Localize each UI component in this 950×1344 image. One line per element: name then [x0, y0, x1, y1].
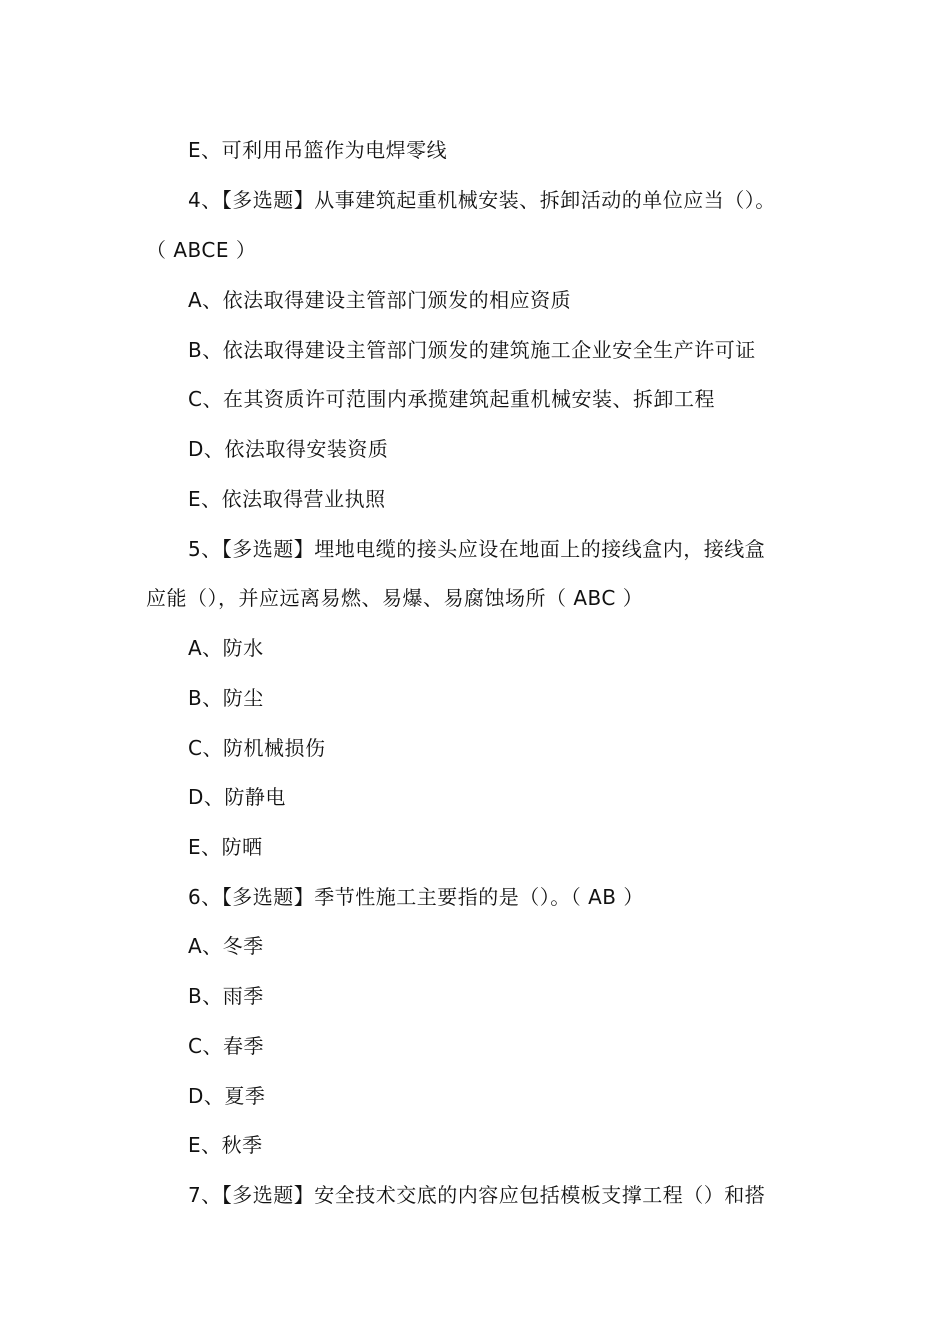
option-text: C、在其资质许可范围内承揽建筑起重机械安装、拆卸工程: [188, 387, 715, 411]
option-text: A、防水: [188, 636, 264, 660]
option-text: B、防尘: [188, 686, 264, 710]
option-text: E、可利用吊篮作为电焊零线: [188, 138, 448, 162]
question-text: 5、【多选题】埋地电缆的接头应设在地面上的接线盒内，接线盒: [188, 537, 766, 561]
option-text: A、依法取得建设主管部门颁发的相应资质: [188, 288, 572, 312]
option-text: D、依法取得安装资质: [188, 437, 389, 461]
option-text: D、防静电: [188, 785, 286, 809]
option-text: D、夏季: [188, 1084, 266, 1108]
option-text: B、依法取得建设主管部门颁发的建筑施工企业安全生产许可证: [188, 338, 756, 362]
question-text: 7、【多选题】安全技术交底的内容应包括模板支撑工程（）和搭: [188, 1183, 766, 1207]
option-text: C、春季: [188, 1034, 264, 1058]
option-text: E、防晒: [188, 835, 263, 859]
option-text: A、冬季: [188, 934, 264, 958]
question-text: 6、【多选题】季节性施工主要指的是（）。（ AB ）: [188, 885, 644, 909]
option-text: B、雨季: [188, 984, 264, 1008]
option-text: E、依法取得营业执照: [188, 487, 386, 511]
option-text: E、秋季: [188, 1133, 263, 1157]
option-text: C、防机械损伤: [188, 736, 326, 760]
answer-text: （ ABCE ）: [146, 238, 257, 262]
question-text: 4、【多选题】从事建筑起重机械安装、拆卸活动的单位应当（）。: [188, 188, 776, 212]
question-text-continued: 应能（），并应远离易燃、易爆、易腐蚀场所（ ABC ）: [146, 586, 644, 610]
